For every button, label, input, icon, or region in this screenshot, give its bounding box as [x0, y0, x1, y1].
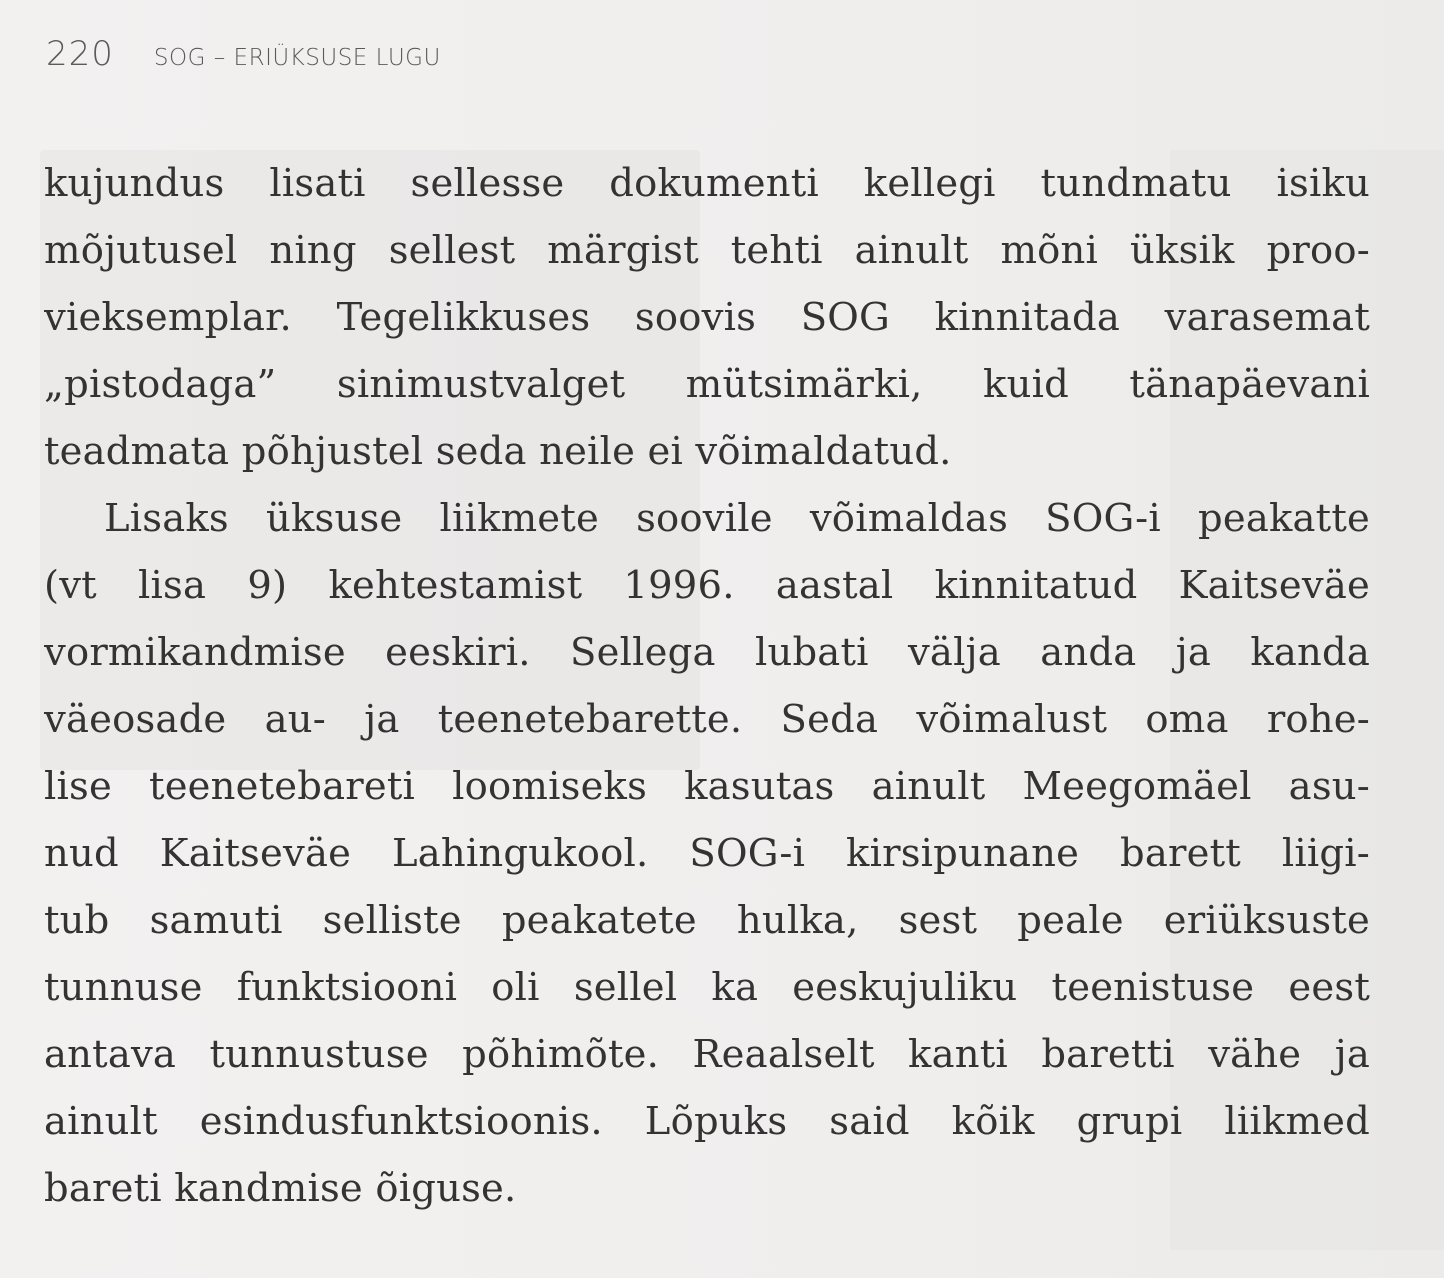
text-line: kujundus lisati sellesse dokumenti kellegi tundmatu isiku	[44, 161, 1370, 206]
text-line: tub samuti selliste peakatete hulka, sest peale eriüksuste	[44, 898, 1370, 943]
body-text	[44, 150, 1370, 1222]
text-line: „pistodaga” sinimustvalget mütsimärki, kuid tänapäevani	[44, 362, 1370, 407]
text-line: vieksemplar. Tegelikkuses soovis SOG kinnitada varasemat	[44, 295, 1370, 340]
text-line: nud Kaitseväe Lahingukool. SOG-i kirsipunane barett liigi-	[44, 831, 1370, 876]
text-line: teadmata põhjustel seda neile ei võimaldatud.	[44, 429, 952, 474]
book-title: SOG – ERIÜKSUSE LUGU	[153, 45, 441, 71]
running-head	[46, 34, 441, 84]
text-line: ainult esindusfunktsioonis. Lõpuks said kõik grupi liikmed	[44, 1099, 1370, 1144]
text-line: lise teenetebareti loomiseks kasutas ainult Meegomäel asu-	[44, 764, 1370, 809]
text-line: vormikandmise eeskiri. Sellega lubati välja anda ja kanda	[44, 630, 1370, 675]
text-line: mõjutusel ning sellest märgist tehti ainult mõni üksik proo-	[44, 228, 1370, 273]
text-line: tunnuse funktsiooni oli sellel ka eeskujuliku teenistuse eest	[44, 965, 1370, 1010]
text-line: väeosade au- ja teenetebarette. Seda võimalust oma rohe-	[44, 697, 1370, 742]
text-line: bareti kandmise õiguse.	[44, 1166, 517, 1211]
page-number: 220	[46, 34, 114, 74]
text-line: (vt lisa 9) kehtestamist 1996. aastal kinnitatud Kaitseväe	[44, 563, 1370, 608]
text-line: antava tunnustuse põhimõte. Reaalselt kanti baretti vähe ja	[44, 1032, 1370, 1077]
text-line: Lisaks üksuse liikmete soovile võimaldas SOG-i peakatte	[104, 496, 1370, 541]
